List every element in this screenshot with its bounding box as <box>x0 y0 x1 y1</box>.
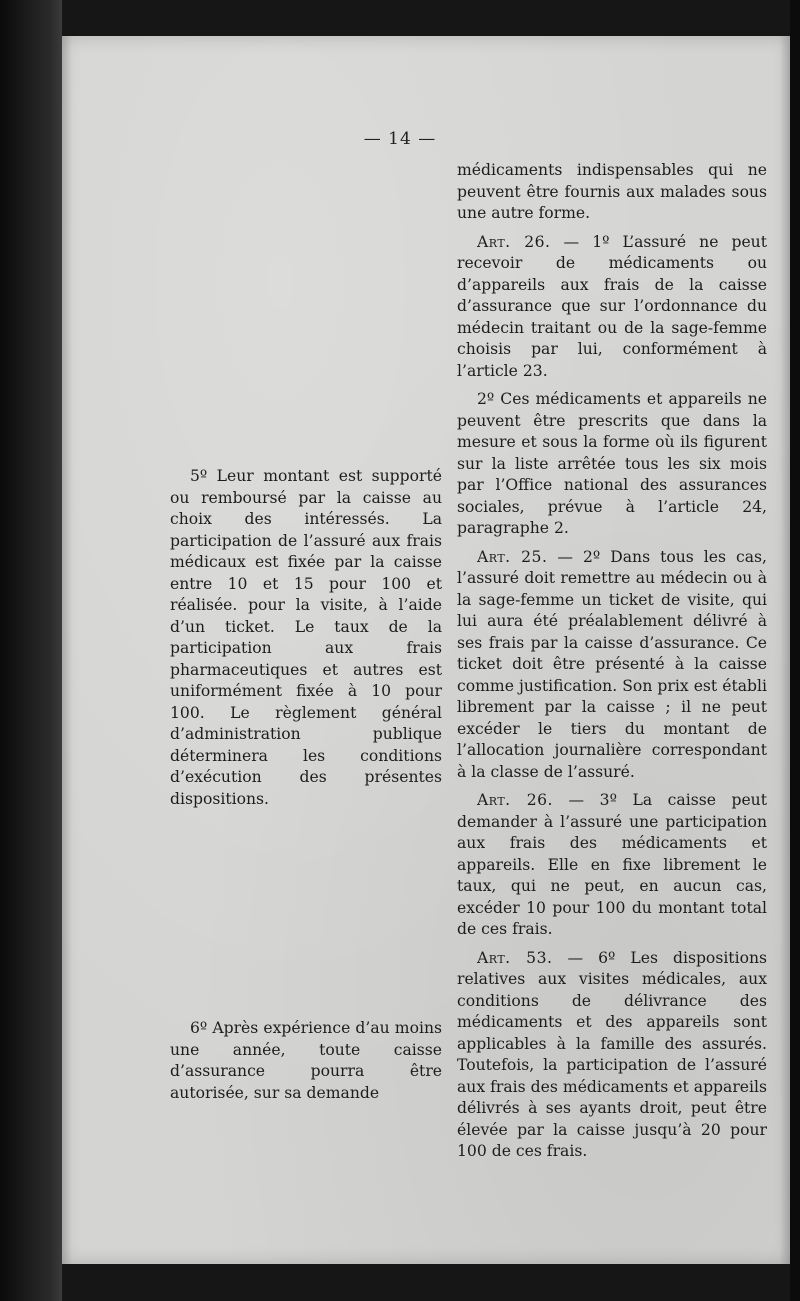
article-text: — 6º Les dispositions relatives aux visites médicales, aux conditions de délivrance des médicaments et des appareils sont applicables à la famille des assurés. Toutefois, la participation de l’assuré aux frais des médicaments et appareils délivrés à ses ayants droit, peut être élevée par la caisse jusqu’à 20 pour 100 de ces frais. <box>457 948 767 1160</box>
article-26-2-paragraph: 2º Ces médicaments et appareils ne peuvent être prescrits que dans la mesure et sous la forme où ils figurent sur la liste arrêtée tous les six mois par l’Office national des assurances sociales, prévue à l’article 24, paragraphe 2. <box>457 390 767 537</box>
page-number: — 14 — <box>363 129 437 149</box>
article-53-6-paragraph <box>457 948 767 1163</box>
book-binding <box>0 0 62 1301</box>
left-column-paragraph-6-block <box>170 1018 442 1104</box>
article-ref: Art. 26. <box>477 791 553 809</box>
right-column <box>457 160 767 1163</box>
article-25-2-paragraph <box>457 547 767 784</box>
article-ref: Art. 26. <box>477 232 551 251</box>
article-text: — 2º Dans tous les cas, l’assuré doit remettre au médecin ou à la sage-femme un ticket de visite, qui lui aura été préalablement délivré à ses frais par la caisse d’assurance. Ce ticket doit être présenté à la caisse comme justification. Son prix est établi librement par la caisse ; il ne peut excéder le tiers du montant de l’allocation journalière correspondant à la classe de l’assuré. <box>457 547 767 781</box>
scan-border <box>790 0 800 1301</box>
article-26-3-paragraph <box>457 790 767 941</box>
left-column-paragraph-5-block <box>170 466 442 810</box>
article-26-1-paragraph <box>457 232 767 383</box>
article-text: — 3º La caisse peut demander à l’assuré une participation aux frais des médicaments et appareils. Elle en fixe librement le taux, qui ne peut, en aucun cas, excéder 10 pour 100 du montant total de ces frais. <box>457 791 767 938</box>
paragraph-6: 6º Après expérience d’au moins une année, toute caisse d’assurance pourra être autorisée, sur sa demande <box>170 1019 442 1102</box>
article-ref: Art. 25. <box>477 547 548 566</box>
article-text: — 1º L’assuré ne peut recevoir de médicaments ou d’appareils aux frais de la caisse d’assurance que sur l’ordonnance du médecin traitant ou de la sage-femme choisis par lui, conformément à l’article 23. <box>457 232 767 380</box>
paragraph-5: 5º Leur montant est supporté ou remboursé par la caisse au choix des intéressés. La participation de l’assuré aux frais médicaux est fixée par la caisse entre 10 et 15 pour 100 et réalisée. pour la visite, à l’aide d’un ticket. Le taux de la participation aux frais pharmaceutiques et autres est uniformément fixée à 10 pour 100. Le règlement général d’administration publique déterminera les conditions d’exécution des présentes dispositions. <box>170 467 442 808</box>
page-edge-left <box>62 36 72 1264</box>
article-ref: Art. 53. <box>477 948 553 967</box>
continuation-paragraph: médicaments indispensables qui ne peuvent être fournis aux malades sous une autre forme. <box>457 161 767 222</box>
page-edge-right <box>780 36 790 1264</box>
